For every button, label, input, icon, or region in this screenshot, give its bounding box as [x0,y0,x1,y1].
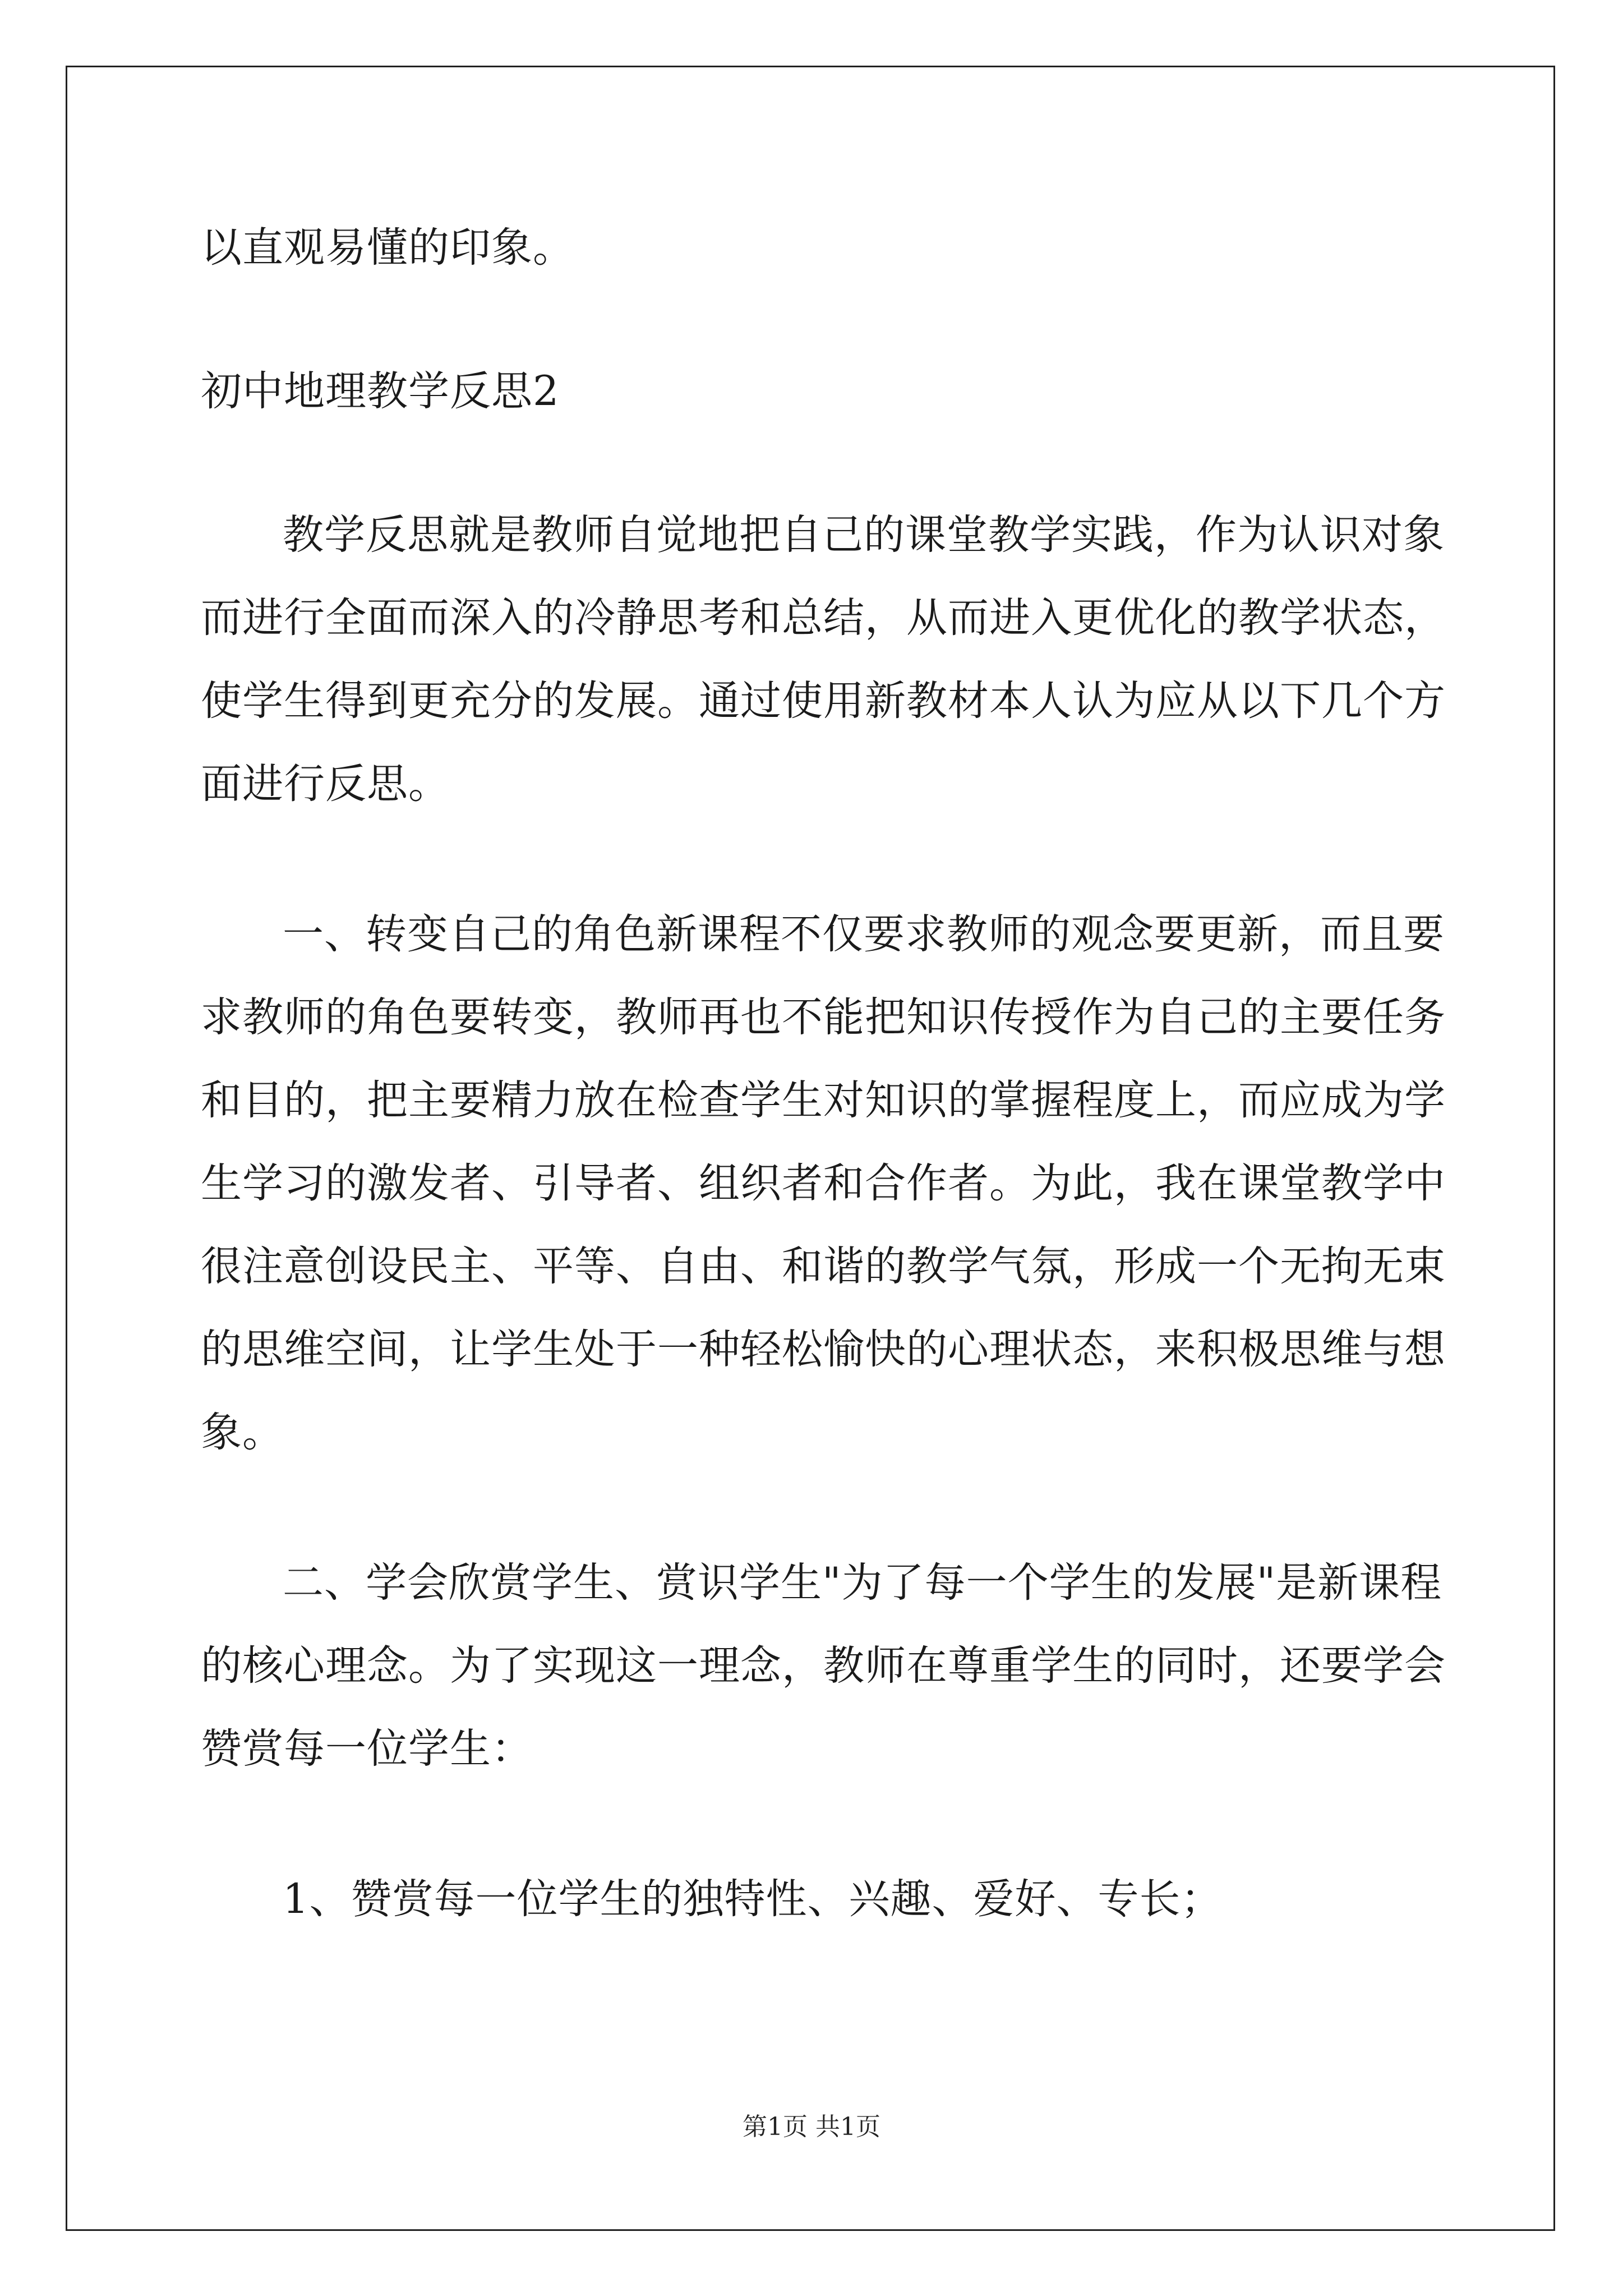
paragraph-line: 赞赏每一位学生： [201,1725,533,1773]
paragraph-line: 教学反思就是教师自觉地把自己的课堂教学实践，作为认识对象 [283,511,1445,559]
page-footer: 第1页 共1页 [743,2113,880,2141]
paragraph-line: 使学生得到更充分的发展。通过使用新教材本人认为应从以下几个方 [201,677,1446,725]
paragraph-line: 象。 [201,1409,284,1456]
section-heading: 初中地理教学反思2 [201,367,560,415]
paragraph-line: 求教师的角色要转变，教师再也不能把知识传授作为自己的主要任务 [201,993,1446,1041]
paragraph-line: 生学习的激发者、引导者、组织者和合作者。为此，我在课堂教学中 [201,1159,1446,1207]
paragraph-line: 的核心理念。为了实现这一理念，教师在尊重学生的同时，还要学会 [201,1642,1446,1690]
list-item: 1、赞赏每一位学生的独特性、兴趣、爱好、专长； [283,1875,1223,1923]
paragraph-line: 面进行反思。 [201,760,450,808]
paragraph-line: 和目的，把主要精力放在检查学生对知识的掌握程度上，而应成为学 [201,1076,1446,1124]
text-line: 以直观易懂的印象。 [201,224,574,272]
paragraph-line: 而进行全面而深入的冷静思考和总结，从而进入更优化的教学状态， [201,594,1446,642]
paragraph-line: 一、转变自己的角色新课程不仅要求教师的观念要更新，而且要 [283,910,1445,958]
paragraph-line: 很注意创设民主、平等、自由、和谐的教学气氛，形成一个无拘无束 [201,1243,1446,1290]
paragraph-line: 的思维空间，让学生处于一种轻松愉快的心理状态，来积极思维与想 [201,1326,1446,1373]
paragraph-line: 二、学会欣赏学生、赏识学生"为了每一个学生的发展"是新课程 [283,1559,1442,1607]
document-body [201,206,1446,1941]
